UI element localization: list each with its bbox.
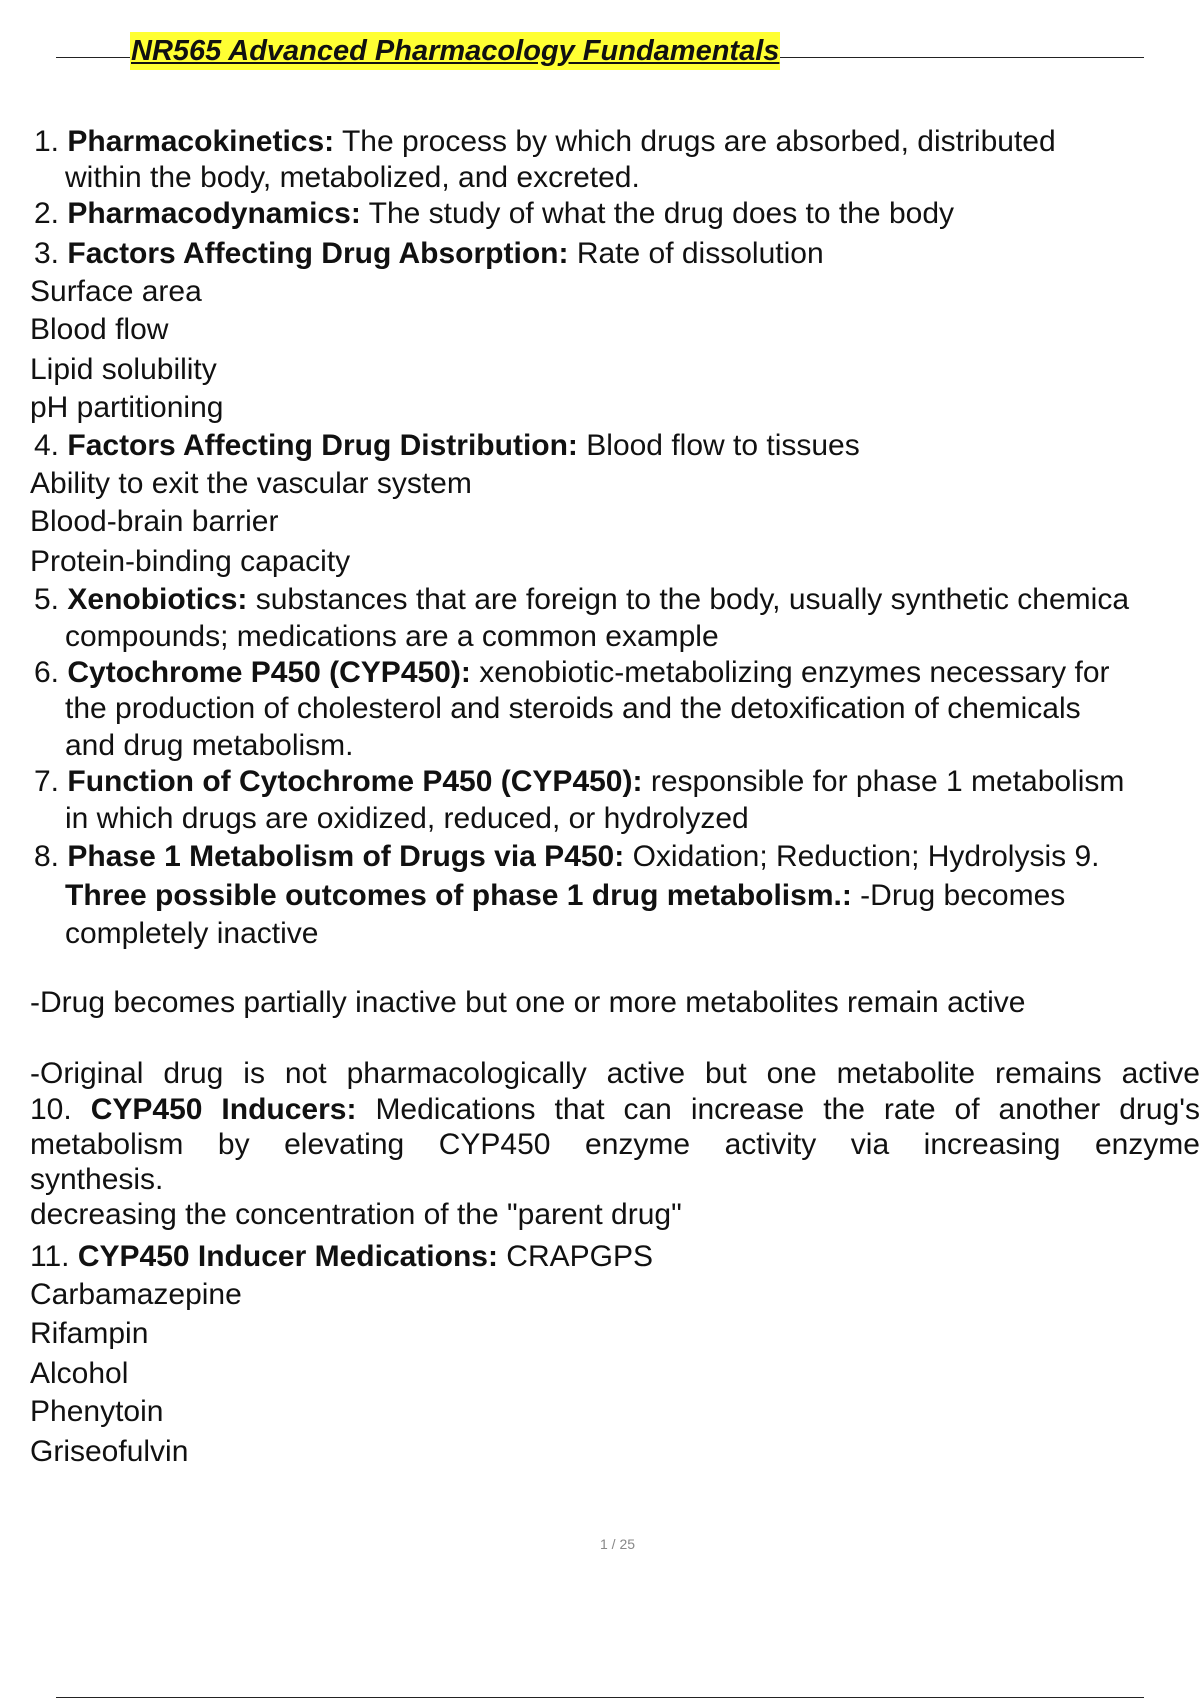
list-item: Ability to exit the vascular system (30, 467, 472, 500)
item-3: 3. Factors Affecting Drug Absorption: Rate of dissolution (34, 237, 824, 270)
list-item: Surface area (30, 275, 202, 308)
list-item: Rifampin (30, 1317, 149, 1350)
item-2: 2. Pharmacodynamics: The study of what the drug does to the body (34, 197, 955, 230)
item-10-cont: decreasing the concentration of the "parent drug" (30, 1198, 682, 1231)
item-8: 8. Phase 1 Metabolism of Drugs via P450: Oxidation; Reduction; Hydrolysis 9. (34, 840, 1100, 873)
list-item: Phenytoin (30, 1395, 164, 1428)
item-9-para-3: -Original drug is not pharmacologically active but one metabolite remains active (30, 1057, 1200, 1090)
item-5-cont: compounds; medications are a common example (65, 620, 719, 653)
list-item: Griseofulvin (30, 1435, 189, 1468)
bottom-rule (56, 1697, 1144, 1698)
item-9-cont: completely inactive (65, 917, 319, 950)
page-number: 1 / 25 (599, 1536, 636, 1552)
item-4: 4. Factors Affecting Drug Distribution: Blood flow to tissues (34, 429, 860, 462)
item-7-cont: in which drugs are oxidized, reduced, or hydrolyzed (65, 802, 749, 835)
item-9: Three possible outcomes of phase 1 drug metabolism.: -Drug becomes (65, 879, 1066, 912)
list-item: Lipid solubility (30, 353, 217, 386)
item-10-cont: metabolism by elevating CYP450 enzyme activity via increasing enzyme (30, 1128, 1200, 1161)
item-11: 11. CYP450 Inducer Medications: CRAPGPS (30, 1240, 654, 1273)
item-7: 7. Function of Cytochrome P450 (CYP450): responsible for phase 1 metabolism (34, 765, 1125, 798)
item-5: 5. Xenobiotics: substances that are foreign to the body, usually synthetic chemica (34, 583, 1130, 616)
list-item: Blood-brain barrier (30, 505, 279, 538)
item-9-para-2: -Drug becomes partially inactive but one or more metabolites remain active (30, 986, 1026, 1019)
item-1-cont: within the body, metabolized, and excreted. (65, 161, 640, 194)
item-6-cont: the production of cholesterol and steroids and the detoxification of chemicals (65, 692, 1081, 725)
list-item: Alcohol (30, 1357, 129, 1390)
list-item: Protein-binding capacity (30, 545, 351, 578)
document-title: NR565 Advanced Pharmacology Fundamentals (130, 32, 780, 70)
item-6: 6. Cytochrome P450 (CYP450): xenobiotic-metabolizing enzymes necessary for (34, 656, 1110, 689)
item-1: 1. Pharmacokinetics: The process by which drugs are absorbed, distributed (34, 125, 1056, 158)
list-item: Carbamazepine (30, 1278, 242, 1311)
item-10: 10. CYP450 Inducers: Medications that can increase the rate of another drug's (30, 1093, 1200, 1126)
item-6-cont: and drug metabolism. (65, 729, 354, 762)
list-item: pH partitioning (30, 391, 224, 424)
list-item: Blood flow (30, 313, 169, 346)
item-10-cont: synthesis. (30, 1163, 164, 1196)
